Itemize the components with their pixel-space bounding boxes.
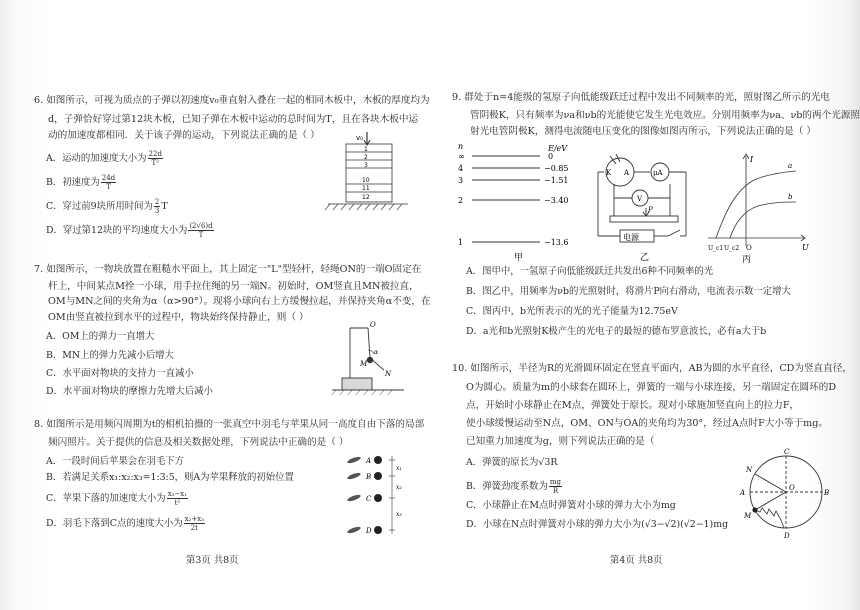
q8-option-a[interactable]: A．一段时间后苹果会在羽毛下方 — [46, 456, 185, 467]
q9-stem-line1: 9. 群处于n=4能级的氢原子向低能级跃迁过程中发出不同频率的光，照射图乙所示的光电 — [452, 92, 830, 103]
q8-d-numerator: x₂+x₃ — [184, 515, 204, 523]
q7-fig-m: M — [360, 360, 368, 368]
q9-energy-inf: 0 — [548, 152, 554, 161]
q7-option-d[interactable]: D．水平面对物块的摩擦力先增大后减小 — [46, 386, 213, 397]
q8-stem-line2: 频闪照片。关于提供的信息及相关数据处理，下列说法中正确的是（ ） — [48, 437, 349, 448]
q6-option-d[interactable] — [46, 222, 215, 239]
q9-graph-origin: O — [746, 244, 752, 252]
q6-d-numerator: (2√6)d — [189, 222, 213, 230]
q6-stem-line3: 动的加速度都相同．关于该子弹的运动，下列说法正确的是（ ） — [48, 130, 320, 141]
q7-ball — [367, 357, 373, 363]
q7-option-c[interactable]: C．水平面对物块的支持力一直减小 — [46, 368, 194, 379]
q8-option-d[interactable] — [46, 515, 206, 532]
q6-d-text: D．穿过第12块的平均速度大小为 — [46, 225, 188, 236]
q9-e-axis-label: E/eV — [548, 144, 568, 153]
q8-c-text: C．苹果下落的加速度大小为 — [46, 493, 166, 504]
q9-energy-2: −3.40 — [544, 196, 569, 205]
q10-option-c[interactable]: C．小球静止在M点时弹簧对小球的弹力大小为mg — [466, 500, 676, 511]
q10-fig-center-o: O — [789, 484, 795, 492]
q6-fig-board-10: 10 — [362, 177, 370, 184]
q8-d-fraction — [184, 515, 205, 532]
q10-b-numerator: mg — [549, 478, 562, 486]
q6-b-denominator: T — [106, 183, 111, 191]
q9-energy-4: −0.85 — [544, 164, 569, 173]
q7-stem-line3: OM与MN之间的夹角为α（α>90°）。现将小球向右上方缓慢拉起，并保持夹角α不变，在 — [48, 296, 431, 307]
q6-a-numerator: 22d — [148, 150, 162, 158]
q7-fig-alpha: α — [374, 349, 379, 356]
q8-fig-point-b: B — [366, 473, 372, 481]
q10-b-denominator: R — [552, 487, 559, 495]
q6-c-denominator: 3 — [154, 207, 160, 215]
q6-d-fraction — [188, 222, 213, 239]
q6-d-denominator: T — [198, 231, 204, 239]
q10-stem-line1: 10. 如图所示，半径为R的光滑圆环固定在竖直平面内，AB为圆的水平直径，CD为竖直直径， — [452, 363, 852, 374]
q10-stem-line2: O为圆心。质量为m的小球套在圆环上，弹簧的一端与小球连接，另一端固定在圆环的D — [466, 382, 837, 393]
q10-fig-point-m: M — [744, 512, 752, 520]
q9-graph-u-axis: U — [802, 243, 809, 252]
q6-b-text: B．初速度为 — [46, 177, 100, 188]
q9-option-b[interactable]: B．图乙中，用频率为νb的光照射时，将滑片P向右滑动，电流表示数一定增大 — [466, 286, 791, 297]
q10-stem-line4: 使小球缓慢运动至N点，OM、ON与OA的夹角均为30°，经过A点时F大小等于mg。 — [466, 418, 828, 429]
q8-strobe-photo-figure — [340, 452, 412, 544]
q6-c-fraction — [154, 198, 160, 215]
q9-level-inf: ∞ — [458, 152, 465, 161]
q9-stem-line3: 射光电管阴极K，测得电流随电压变化的图像如图丙所示，下列说法正确的是（ ） — [470, 126, 816, 137]
q6-stem-line2: d，子弹恰好穿过第12块木板，已知子弹在木板中运动的总时间为T，且在各块木板中运 — [48, 114, 419, 125]
q6-option-a[interactable] — [46, 150, 164, 167]
q10-option-a[interactable]: A．弹簧的原长为√3R — [466, 457, 558, 468]
q6-fig-board-12: 12 — [362, 194, 370, 201]
q10-option-d[interactable]: D．小球在N点时弹簧对小球的弹力大小为(√3−√2)(√2−1)mg — [466, 519, 729, 530]
q6-c-suffix: T — [161, 201, 168, 212]
q10-stem-line5: 已知重力加速度为g，则下列说法正确的是（ — [466, 436, 655, 447]
q6-b-fraction — [101, 174, 116, 191]
q10-fig-point-a: A — [740, 489, 746, 497]
q8-c-numerator: x₃−x₁ — [167, 490, 188, 498]
q9-level-1: 1 — [458, 238, 464, 247]
q9-fig-yi-caption: 乙 — [640, 253, 650, 263]
q10-fig-point-n: N — [746, 466, 753, 474]
q8-c-denominator: t² — [174, 499, 181, 507]
q9-circuit-power-label: 电源 — [623, 233, 639, 242]
q6-fig-board-3: 3 — [364, 162, 368, 169]
q9-graph-uc2: U_c2 — [724, 245, 740, 252]
q10-fig-point-c: C — [784, 448, 790, 456]
q7-l-rod-figure — [328, 318, 408, 402]
q6-option-b[interactable] — [46, 174, 117, 191]
q6-b-numerator: 24d — [101, 174, 116, 182]
q9-level-3: 3 — [458, 176, 464, 185]
q8-fig-point-d: D — [366, 527, 372, 535]
q10-stem-line3: 点，开始时小球静止在M点，弹簧处于原长。现对小球施加竖直向上的拉力F， — [466, 400, 800, 411]
q6-fig-velocity-label: v₀ — [356, 134, 363, 142]
q9-level-4: 4 — [458, 164, 464, 173]
q9-fig-bing-caption: 丙 — [742, 255, 752, 264]
q10-option-b[interactable] — [466, 478, 563, 495]
q6-fig-board-11: 11 — [362, 185, 370, 192]
q10-fig-point-d: D — [784, 532, 790, 540]
q6-a-denominator: T² — [151, 159, 159, 167]
q10-b-text: B．弹簧劲度系数为 — [466, 481, 548, 492]
q7-option-a[interactable]: A．OM上的弹力一直增大 — [46, 331, 155, 342]
q6-option-c[interactable] — [46, 198, 168, 215]
q9-stem-line2: 管阴极K，只有频率为νa和νb的光能使它发生光电效应。分别用频率为νa、νb的两个光源照 — [470, 110, 860, 121]
q9-current-voltage-graph — [706, 150, 810, 264]
q6-a-text: A．运动的加速度大小为 — [46, 153, 147, 164]
q9-graph-i-axis: I — [750, 155, 754, 164]
q9-circuit-voltmeter: V — [637, 195, 643, 203]
q8-fig-x1: x₁ — [396, 465, 402, 472]
q10-fig-point-b: B — [824, 489, 830, 497]
q9-circuit-slider-p: P — [648, 206, 653, 214]
q7-option-b[interactable]: B．MN上的弹力先减小后增大 — [46, 350, 174, 361]
q8-option-b[interactable]: B．若满足关系x₁:x₂:x₃=1:3:5，则A为苹果释放的初始位置 — [46, 472, 294, 483]
q6-stem-line1: 6. 如图所示，可视为质点的子弹以初速度v₀垂直射入叠在一起的相同木板中，木板的厚度均为 — [34, 95, 430, 106]
q9-energy-3: −1.51 — [544, 176, 569, 185]
q9-option-c[interactable]: C．图丙中，b光所表示的光的光子能量为12.75eV — [466, 306, 678, 317]
q6-stacked-boards-figure — [318, 132, 414, 218]
q6-fig-board-2: 2 — [364, 154, 368, 161]
q9-n-axis-label: n — [458, 142, 464, 151]
q7-fig-n: N — [385, 370, 392, 378]
q10-ball — [752, 507, 757, 512]
q8-fig-point-a: A — [366, 457, 372, 465]
q9-energy-level-diagram — [454, 142, 594, 264]
q7-stem-line2: 杆上，中间某点M拴一小球，用手拉住绳的另一端N。初始时，OM竖直且MN被拉直， — [48, 281, 419, 292]
q9-circuit-a: A — [624, 169, 630, 177]
q9-graph-uc1: U_c1 — [708, 245, 724, 252]
q8-d-denominator: 2t — [190, 524, 198, 532]
q8-c-fraction — [167, 490, 188, 507]
left-page-footer: 第3页 共8页 — [186, 555, 239, 566]
q9-level-2: 2 — [458, 196, 464, 205]
q9-graph-curve-b: b — [788, 193, 793, 201]
q9-graph-curve-a: a — [788, 162, 793, 170]
q7-stem-line4: OM由竖直被拉到水平的过程中，物块始终保持静止，则（ ） — [48, 312, 309, 323]
q8-option-c[interactable] — [46, 490, 189, 507]
q9-circuit-k: K — [606, 169, 612, 177]
q9-energy-1: −13.6 — [544, 238, 569, 247]
q9-circuit-microammeter: μA — [653, 169, 663, 177]
q7-fig-o: O — [370, 321, 376, 329]
q6-fig-board-1: 1 — [364, 146, 368, 153]
q8-fig-x2: x₂ — [396, 484, 402, 491]
q9-option-d[interactable]: D．a光和b光照射K极产生的光电子的最短的德布罗意波长，必有a大于b — [466, 326, 767, 337]
q7-stem-line1: 7. 如图所示，一物块放置在粗糙水平面上，其上固定一"L"型轻杆，轻绳ON的一端O固定在 — [34, 264, 422, 275]
q6-c-numerator: 2 — [154, 198, 160, 206]
q10-b-fraction — [549, 478, 562, 495]
q6-c-text: C．穿过前9块所用时间为 — [46, 201, 153, 212]
q8-fig-point-c: C — [366, 495, 372, 503]
q10-ring-spring-figure — [738, 448, 834, 540]
q6-a-fraction — [148, 150, 163, 167]
q9-option-a[interactable]: A．图甲中，一氢原子向低能级跃迁共发出6种不同频率的光 — [466, 266, 714, 277]
q8-fig-x3: x₃ — [396, 511, 402, 518]
right-page-footer: 第4页 共8页 — [610, 555, 663, 566]
q9-photocell-circuit — [590, 150, 700, 264]
q9-fig-jia-caption: 甲 — [514, 253, 524, 263]
q8-stem-line1: 8. 如图所示是用频闪周期为t的相机拍摄的一张真空中羽毛与苹果从同一高度自由下落的局部 — [34, 419, 425, 430]
q8-d-text: D．羽毛下落到C点的速度大小为 — [46, 518, 183, 529]
